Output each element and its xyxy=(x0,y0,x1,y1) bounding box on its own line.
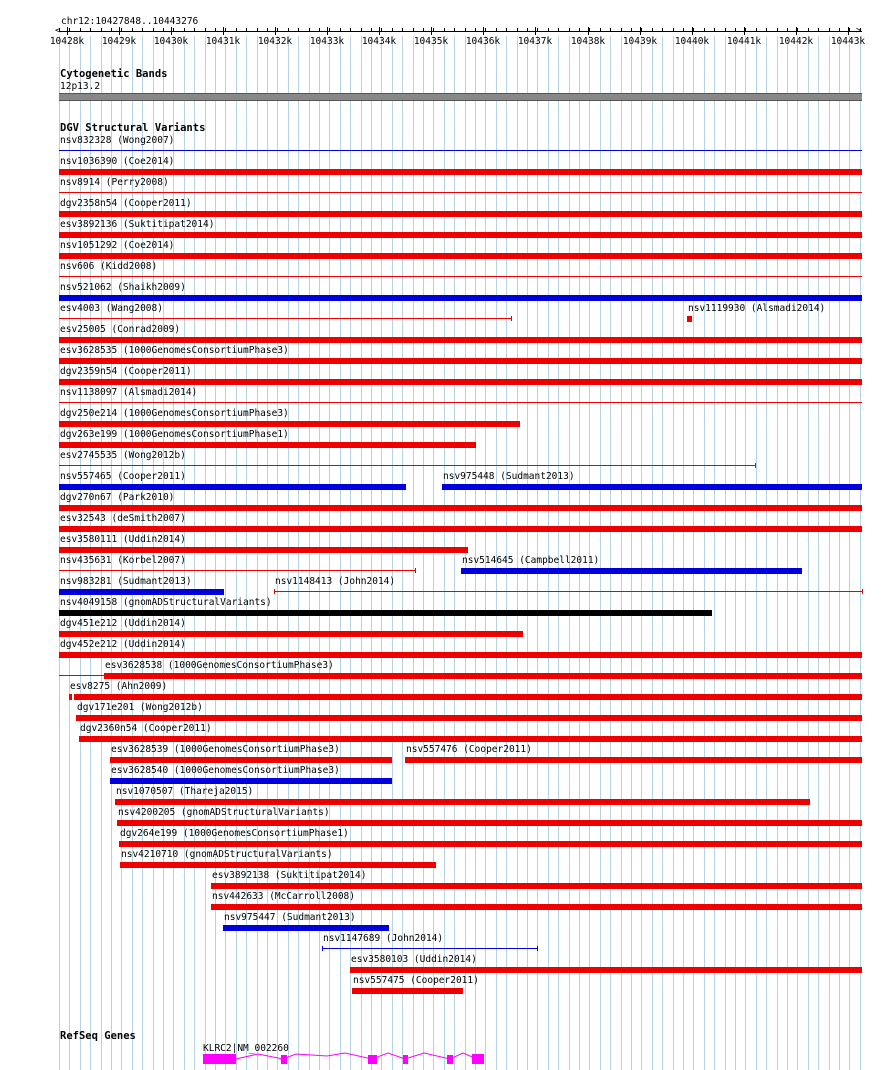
variant-bar[interactable] xyxy=(59,402,862,403)
variant-bar[interactable] xyxy=(322,948,537,949)
variant-bar[interactable] xyxy=(442,484,862,490)
variant-bar[interactable] xyxy=(59,337,862,343)
variant-label: dgv263e199 (1000GenomesConsortiumPhase1) xyxy=(60,429,289,440)
ruler-minor-tick xyxy=(225,28,226,32)
variant-label: nsv1148413 (John2014) xyxy=(275,576,396,587)
ruler-major-tick xyxy=(223,27,224,35)
ruler-major-tick xyxy=(275,27,276,35)
ruler-major-tick xyxy=(379,27,380,35)
ruler-minor-tick xyxy=(662,28,663,32)
variant-label: dgv250e214 (1000GenomesConsortiumPhase3) xyxy=(60,408,289,419)
variant-bar[interactable] xyxy=(59,465,755,466)
variant-label: esv3892136 (Suktitipat2014) xyxy=(60,219,215,230)
ruler-minor-tick xyxy=(288,28,289,32)
variant-label: esv3628538 (1000GenomesConsortiumPhase3) xyxy=(105,660,334,671)
ruler-minor-tick xyxy=(402,28,403,32)
ruler-minor-tick xyxy=(475,28,476,32)
ruler-minor-tick xyxy=(236,28,237,32)
ruler-minor-tick xyxy=(704,28,705,32)
variant-bar[interactable] xyxy=(59,169,862,175)
ruler-tick-label: 10431k xyxy=(205,36,241,47)
variant-label: nsv832328 (Wong2007) xyxy=(60,135,175,146)
variant-label: dgv2358n54 (Cooper2011) xyxy=(60,198,192,209)
ruler-minor-tick xyxy=(205,28,206,32)
variant-bar[interactable] xyxy=(405,757,862,763)
ruler-minor-tick xyxy=(173,28,174,32)
variant-bar[interactable] xyxy=(59,150,862,151)
variant-label: nsv606 (Kidd2008) xyxy=(60,261,158,272)
ruler-minor-tick xyxy=(496,28,497,32)
gene-label[interactable]: KLRC2|NM_002260 xyxy=(203,1043,289,1054)
variant-bar[interactable] xyxy=(76,715,862,721)
ruler-minor-tick xyxy=(101,28,102,32)
variant-bar-extension[interactable] xyxy=(59,675,104,676)
variant-label: nsv1138097 (Alsmadi2014) xyxy=(60,387,198,398)
variant-bar[interactable] xyxy=(119,841,862,847)
ruler-minor-tick xyxy=(69,28,70,32)
ruler-major-tick xyxy=(431,27,432,35)
ruler-minor-tick xyxy=(787,28,788,32)
ruler-tick-label: 10429k xyxy=(101,36,137,47)
ruler-minor-tick xyxy=(808,28,809,32)
ruler-minor-tick xyxy=(600,28,601,32)
variant-label: dgv2360n54 (Cooper2011) xyxy=(80,723,212,734)
ruler-axis xyxy=(59,31,862,32)
refseq-track-title: RefSeq Genes xyxy=(60,1030,136,1042)
cytoband-bar[interactable] xyxy=(59,93,862,101)
ruler-minor-tick xyxy=(194,28,195,32)
ruler-left-arrow[interactable]: < xyxy=(55,26,61,36)
ruler-minor-tick xyxy=(683,28,684,32)
ruler-minor-tick xyxy=(673,28,674,32)
variant-label: esv3892138 (Suktitipat2014) xyxy=(212,870,367,881)
ruler-minor-tick xyxy=(641,28,642,32)
ruler-minor-tick xyxy=(579,28,580,32)
ruler-major-tick xyxy=(119,27,120,35)
variant-bar[interactable] xyxy=(59,211,862,217)
variant-label: nsv1070507 (Thareja2015) xyxy=(116,786,254,797)
variant-bar[interactable] xyxy=(211,904,862,910)
gene-exon xyxy=(203,1054,236,1064)
variant-bar[interactable] xyxy=(59,484,406,490)
variant-label: nsv8914 (Perry2008) xyxy=(60,177,169,188)
ruler-minor-tick xyxy=(735,28,736,32)
variant-label: nsv975447 (Sudmant2013) xyxy=(224,912,356,923)
variant-bar[interactable] xyxy=(59,192,862,193)
ruler-minor-tick xyxy=(433,28,434,32)
variant-label: nsv4210710 (gnomADStructuralVariants) xyxy=(121,849,333,860)
variant-label: esv4003 (Wang2008) xyxy=(60,303,163,314)
ruler-minor-tick xyxy=(527,28,528,32)
ruler-tick-label: 10435k xyxy=(413,36,449,47)
variant-bar[interactable] xyxy=(59,379,862,385)
ruler-minor-tick xyxy=(267,28,268,32)
ruler-tick-label: 10436k xyxy=(465,36,501,47)
variant-label: esv8275 (Ahn2009) xyxy=(70,681,168,692)
variant-bar[interactable] xyxy=(59,253,862,259)
ruler-minor-tick xyxy=(309,28,310,32)
variant-bar[interactable] xyxy=(79,736,862,742)
variant-bar-cap xyxy=(511,316,512,321)
variant-label: nsv4200205 (gnomADStructuralVariants) xyxy=(118,807,330,818)
ruler-minor-tick xyxy=(797,28,798,32)
variant-bar[interactable] xyxy=(59,570,415,571)
variant-label: dgv264e199 (1000GenomesConsortiumPhase1) xyxy=(120,828,349,839)
variant-bar[interactable] xyxy=(59,276,862,277)
variant-bar[interactable] xyxy=(110,757,392,763)
variant-label: nsv557476 (Cooper2011) xyxy=(406,744,532,755)
gene-exon xyxy=(447,1055,453,1064)
variant-bar-cap xyxy=(537,946,538,951)
ruler-minor-tick xyxy=(506,28,507,32)
variant-bar[interactable] xyxy=(59,318,511,319)
variant-label: dgv452e212 (Uddin2014) xyxy=(60,639,186,650)
ruler-tick-label: 10441k xyxy=(726,36,762,47)
ruler-minor-tick xyxy=(631,28,632,32)
ruler-location-label: chr12:10427848..10443276 xyxy=(61,16,199,27)
variant-label: nsv1147689 (John2014) xyxy=(323,933,444,944)
ruler-tick-label: 10443k xyxy=(830,36,866,47)
ruler-minor-tick xyxy=(381,28,382,32)
ruler-minor-tick xyxy=(589,28,590,32)
variant-bar[interactable] xyxy=(211,883,862,889)
variant-bar[interactable] xyxy=(59,589,224,595)
ruler-minor-tick xyxy=(163,28,164,32)
ruler-minor-tick xyxy=(142,28,143,32)
variant-bar-cap xyxy=(322,946,323,951)
ruler-tick-label: 10437k xyxy=(517,36,553,47)
variant-label: esv3628539 (1000GenomesConsortiumPhase3) xyxy=(111,744,340,755)
variant-bar[interactable] xyxy=(59,232,862,238)
ruler-minor-tick xyxy=(277,28,278,32)
ruler-minor-tick xyxy=(153,28,154,32)
ruler-tick-label: 10439k xyxy=(622,36,658,47)
variant-label: nsv1051292 (Coe2014) xyxy=(60,240,175,251)
gene-exon xyxy=(368,1055,377,1064)
ruler-tick-label: 10432k xyxy=(257,36,293,47)
ruler-minor-tick xyxy=(829,28,830,32)
ruler-minor-tick xyxy=(444,28,445,32)
ruler-major-tick xyxy=(67,27,68,35)
ruler-minor-tick xyxy=(111,28,112,32)
variant-bar[interactable] xyxy=(352,988,463,994)
ruler-minor-tick xyxy=(745,28,746,32)
variant-bar[interactable] xyxy=(120,862,436,868)
variant-bar[interactable] xyxy=(461,568,802,574)
variant-bar[interactable] xyxy=(223,925,389,931)
ruler-minor-tick xyxy=(340,28,341,32)
ruler-major-tick xyxy=(535,27,536,35)
ruler-minor-tick xyxy=(454,28,455,32)
ruler-minor-tick xyxy=(537,28,538,32)
ruler-major-tick xyxy=(327,27,328,35)
variant-label: esv32543 (deSmith2007) xyxy=(60,513,186,524)
variant-bar[interactable] xyxy=(59,505,862,511)
ruler-minor-tick xyxy=(777,28,778,32)
variant-label: esv3628535 (1000GenomesConsortiumPhase3) xyxy=(60,345,289,356)
ruler-major-tick xyxy=(483,27,484,35)
variant-label: dgv2359n54 (Cooper2011) xyxy=(60,366,192,377)
ruler-minor-tick xyxy=(350,28,351,32)
ruler-minor-tick xyxy=(693,28,694,32)
variant-label: esv25005 (Conrad2009) xyxy=(60,324,181,335)
ruler-minor-tick xyxy=(371,28,372,32)
ruler-minor-tick xyxy=(329,28,330,32)
gene-model[interactable] xyxy=(0,1050,890,1068)
variant-label: dgv451e212 (Uddin2014) xyxy=(60,618,186,629)
variant-bar[interactable] xyxy=(69,694,862,700)
ruler-tick-label: 10433k xyxy=(309,36,345,47)
ruler-minor-tick xyxy=(361,28,362,32)
variant-label: dgv270n67 (Park2010) xyxy=(60,492,175,503)
ruler-tick-label: 10442k xyxy=(778,36,814,47)
ruler-minor-tick xyxy=(485,28,486,32)
variant-bar[interactable] xyxy=(59,610,712,616)
ruler-minor-tick xyxy=(558,28,559,32)
gene-exon xyxy=(403,1055,408,1064)
ruler-minor-tick xyxy=(215,28,216,32)
ruler-minor-tick xyxy=(725,28,726,32)
variant-bar[interactable] xyxy=(104,673,862,679)
variant-bar[interactable] xyxy=(59,526,862,532)
variant-label: nsv983281 (Sudmant2013) xyxy=(60,576,192,587)
variant-label: esv3628540 (1000GenomesConsortiumPhase3) xyxy=(111,765,340,776)
variant-bar[interactable] xyxy=(59,631,523,637)
cytoband-track-title: Cytogenetic Bands xyxy=(60,68,168,80)
variant-bar[interactable] xyxy=(274,591,862,592)
variant-bar-cap xyxy=(415,568,416,573)
ruler-minor-tick xyxy=(80,28,81,32)
ruler-minor-tick xyxy=(423,28,424,32)
variant-bar[interactable] xyxy=(59,547,468,553)
variant-bar-gap xyxy=(72,694,74,700)
variant-label: nsv1119930 (Alsmadi2014) xyxy=(688,303,826,314)
ruler-minor-tick xyxy=(132,28,133,32)
ruler-minor-tick xyxy=(413,28,414,32)
variant-label: nsv557475 (Cooper2011) xyxy=(353,975,479,986)
variant-bar[interactable] xyxy=(350,967,862,973)
gene-intron-line xyxy=(236,1053,477,1059)
ruler-tick-label: 10434k xyxy=(361,36,397,47)
ruler-tick-label: 10428k xyxy=(49,36,85,47)
ruler-minor-tick xyxy=(756,28,757,32)
dgv-track-title: DGV Structural Variants xyxy=(60,122,206,134)
ruler-minor-tick xyxy=(298,28,299,32)
variant-label: nsv975448 (Sudmant2013) xyxy=(443,471,575,482)
ruler-minor-tick xyxy=(849,28,850,32)
variant-bar[interactable] xyxy=(687,316,692,322)
variant-label: esv2745535 (Wong2012b) xyxy=(60,450,186,461)
variant-bar[interactable] xyxy=(115,799,810,805)
variant-label: nsv514645 (Campbell2011) xyxy=(462,555,600,566)
variant-bar[interactable] xyxy=(59,421,520,427)
variant-bar[interactable] xyxy=(59,652,862,658)
variant-label: nsv442633 (McCarroll2008) xyxy=(212,891,355,902)
variant-label: esv3580111 (Uddin2014) xyxy=(60,534,186,545)
variant-bar[interactable] xyxy=(117,820,862,826)
ruler-minor-tick xyxy=(818,28,819,32)
ruler-minor-tick xyxy=(569,28,570,32)
gene-exon xyxy=(472,1054,484,1064)
ruler-minor-tick xyxy=(652,28,653,32)
ruler-minor-tick xyxy=(184,28,185,32)
variant-label: dgv171e201 (Wong2012b) xyxy=(77,702,203,713)
ruler-minor-tick xyxy=(621,28,622,32)
variant-label: nsv1036390 (Coe2014) xyxy=(60,156,175,167)
ruler-tick-label: 10440k xyxy=(674,36,710,47)
variant-bar[interactable] xyxy=(110,778,392,784)
ruler-tick-label: 10430k xyxy=(153,36,189,47)
ruler-minor-tick xyxy=(714,28,715,32)
ruler-major-tick xyxy=(171,27,172,35)
ruler-minor-tick xyxy=(766,28,767,32)
ruler-minor-tick xyxy=(90,28,91,32)
ruler-minor-tick xyxy=(517,28,518,32)
ruler-minor-tick xyxy=(392,28,393,32)
variant-label: esv3580103 (Uddin2014) xyxy=(351,954,477,965)
ruler-minor-tick xyxy=(246,28,247,32)
ruler-minor-tick xyxy=(465,28,466,32)
variant-label: nsv435631 (Korbel2007) xyxy=(60,555,186,566)
cytoband-label: 12p13.2 xyxy=(60,81,101,92)
variant-bar[interactable] xyxy=(59,442,476,448)
variant-label: nsv557465 (Cooper2011) xyxy=(60,471,186,482)
variant-label: nsv4049158 (gnomADStructuralVariants) xyxy=(60,597,272,608)
ruler-minor-tick xyxy=(257,28,258,32)
variant-bar[interactable] xyxy=(59,295,862,301)
ruler-minor-tick xyxy=(610,28,611,32)
variant-bar-cap xyxy=(755,463,756,468)
variant-bar-cap xyxy=(274,589,275,594)
variant-bar[interactable] xyxy=(59,358,862,364)
ruler-minor-tick xyxy=(839,28,840,32)
variant-bar-cap xyxy=(862,589,863,594)
ruler-minor-tick xyxy=(319,28,320,32)
ruler-minor-tick xyxy=(121,28,122,32)
ruler-minor-tick xyxy=(548,28,549,32)
ruler-tick-label: 10438k xyxy=(570,36,606,47)
ruler-right-arrow[interactable]: > xyxy=(856,26,862,36)
gene-exon xyxy=(281,1055,287,1064)
variant-label: nsv521062 (Shaikh2009) xyxy=(60,282,186,293)
